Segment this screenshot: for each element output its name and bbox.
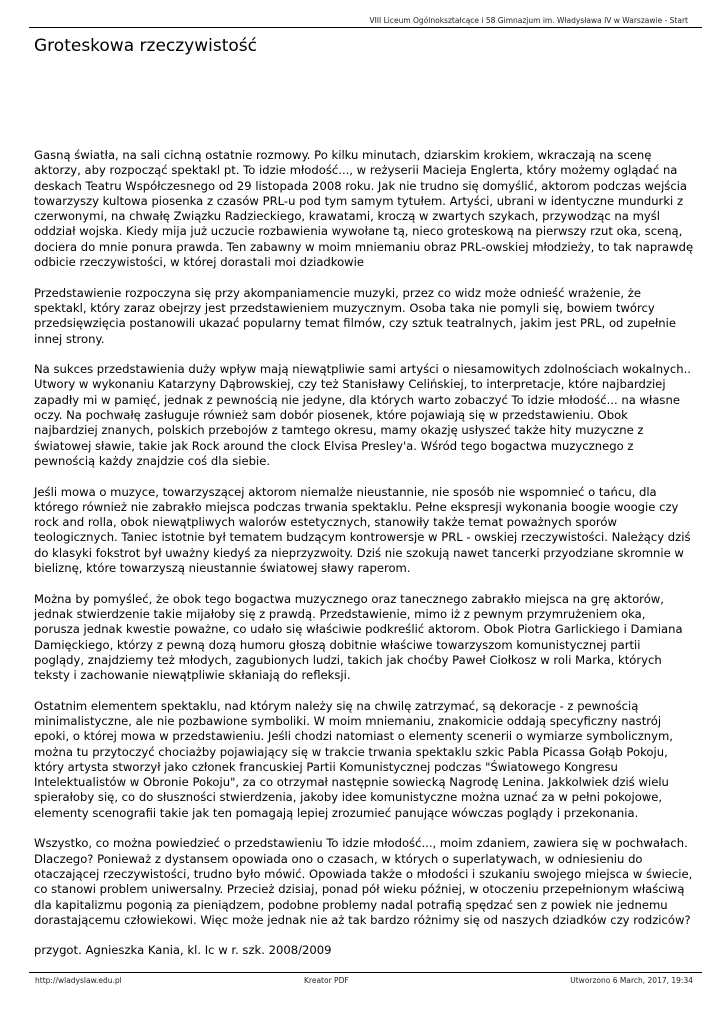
author-signature: przygot. Agnieszka Kania, kl. Ic w r. szk. 2008/2009 — [34, 943, 332, 958]
article-body — [34, 148, 694, 974]
paragraph-6: Ostatnim elementem spektaklu, nad którym należy się na chwilę zatrzymać, są dekoracje - z pewnością minimalistyczne, ale nie pozbawione symboliki. W moim mniemaniu, znakomicie oddają specyficzny nastrój epoki, o której mowa w przedstawieniu. Jeśli chodzi natomiast o elementy scenerii o wymiarze symbolicznym, można tu przytoczyć chociażby pojawiający się w trakcie trwania spektaklu szkic Pabla Picassa Gołąb Pokoju, który artysta stworzył jako członek francuskiej Partii Komunistycznej podczas "Światowego Kongresu Intelektualistów w Obronie Pokoju", za co otrzymał następnie sowiecką Nagrodę Lenina. Jakkolwiek dziś wielu spierałoby się, co do słuszności stwierdzenia, jakoby idee komunistyczne można uznać za w pełni pokojowe, elementy scenografii takie jak ten pomagają lepiej zrozumieć panujące wówczas poglądy i przekonania. — [34, 698, 673, 820]
site-title: VIII Liceum Ogólnokształcące i 58 Gimnazjum im. Władysława IV w Warszawie - Start — [369, 16, 688, 25]
footer-divider — [29, 972, 702, 973]
footer-generator: Kreator PDF — [304, 976, 349, 985]
paragraph-5: Można by pomyśleć, że obok tego bogactwa muzycznego oraz tanecznego zabrakło miejsca na grę aktorów, jednak stwierdzenie takie mijałoby się z prawdą. Przedstawienie, mimo iż z pewnym przymrużeniem oka, porusza jednak kwestie poważne, co udało się właściwie podkreślić aktorom. Obok Piotra Garlickiego i Damiana Damięckiego, którzy z pewną dozą humoru głoszą dobitnie właściwe towarzyszom komunistycznej partii poglądy, znajdziemy też młodych, zagubionych ludzi, takich jak choćby Paweł Ciołkosz w roli Marka, których teksty i zachowanie niewątpliwie skłaniają do refleksji. — [34, 591, 683, 683]
paragraph-3: Na sukces przedstawienia duży wpływ mają niewątpliwie sami artyści o niesamowitych zdolnościach wokalnych.. Utwory w wykonaniu Katarzyny Dąbrowskiej, czy też Stanisławy Celińskiej, to interpretacje, które najbardziej zapadły mi w pamięć, jednak z pewnością nie jedyne, dla których warto zobaczyć To idzie młodość... na własne oczy. Na pochwałę zasługuje również sam dobór piosenek, które pojawiają się w przedstawieniu. Obok najbardziej znanych, polskich przebojów z tamtego okresu, mamy okazję usłyszeć także hity muzyczne z światowej sławie, takie jak Rock around the clock Elvisa Presley'a. Wśród tego bogactwa muzycznego z pewnością każdy znajdzie coś dla siebie. — [34, 362, 691, 468]
paragraph-4: Jeśli mowa o muzyce, towarzyszącej aktorom niemalże nieustannie, nie sposób nie wspomnieć o tańcu, dla którego również nie zabrakło miejsca podczas trwania spektaklu. Pełne ekspresji wykonania boogie woogie czy rock and rolla, obok niewątpliwych walorów estetycznych, stanowiły także temat poważnych sporów teologicznych. Taniec istotnie był tematem budzącym kontrowersje w PRL - owskiej rzeczywistości. Należący dziś do klasyki fokstrot był uważny kiedyś za nieprzyzwoity. Dziś nie szokują nawet tancerki przyodziane skromnie w bieliznę, które towarzyszą nieustannie światowej sławy raperom. — [34, 484, 691, 576]
footer-created-date: Utworzono 6 March, 2017, 19:34 — [570, 976, 693, 985]
paragraph-2: Przedstawienie rozpoczyna się przy akompaniamencie muzyki, przez co widz może odnieść wrażenie, że spektakl, który zaraz obejrzy jest przedstawieniem muzycznym. Osoba taka nie pomyli się, bowiem twórcy przedsięwzięcia postanowili ukazać popularny temat filmów, czy sztuk teatralnych, jakim jest PRL, od zupełnie innej strony. — [34, 285, 676, 346]
paragraph-7: Wszystko, co można powiedzieć o przedstawieniu To idzie młodość..., moim zdaniem, zawiera się w pochwałach. Dlaczego? Ponieważ z dystansem opowiada ono o czasach, w których o superlatywach, w odniesieniu do otaczającej rzeczywistości, trudno było mówić. Opowiada także o młodości i szukaniu swojego miejsca w świecie, co stanowi problem uniwersalny. Przecież dzisiaj, ponad pół wieku później, w otoczeniu przepełnionym właściwą dla kapitalizmu pogonią za pieniądzem, podobne problemy nadal potrafią spędzać sen z powiek nie jednemu dorastającemu człowiekowi. Więc może jednak nie aż tak bardzo różnimy się od naszych dziadków czy rodziców? — [34, 836, 693, 927]
article-title: Groteskowa rzeczywistość — [34, 36, 257, 56]
paragraph-1: Gasną światła, na sali cichną ostatnie rozmowy. Po kilku minutach, dziarskim krokiem, wkraczają na scenę aktorzy, aby rozpocząć spektakl pt. To idzie młodość..., w reżyserii Macieja Englerta, który możemy oglądać na deskach Teatru Współczesnego od 29 listopada 2008 roku. Jak nie trudno się domyślić, aktorom podczas wejścia towarzyszy kultowa piosenka z czasów PRL-u pod tym samym tytułem. Artyści, ubrani w identyczne mundurki z czerwonymi, na chwałę Związku Radzieckiego, krawatami, kroczą w zwartych szykach, przywodząc na myśl oddział wojska. Kiedy mija już uczucie rozbawienia wywołane tą, nieco groteskową na pierwszy rzut oka, sceną, dociera do mnie ponura prawda. Ten zabawny w moim mniemaniu obraz PRL-owskiej młodzieży, to tak naprawdę odbicie rzeczywistości, w której dorastali moi dziadkowie — [34, 148, 694, 270]
header-divider — [29, 27, 702, 28]
footer-url: http://wladyslaw.edu.pl — [35, 976, 122, 985]
